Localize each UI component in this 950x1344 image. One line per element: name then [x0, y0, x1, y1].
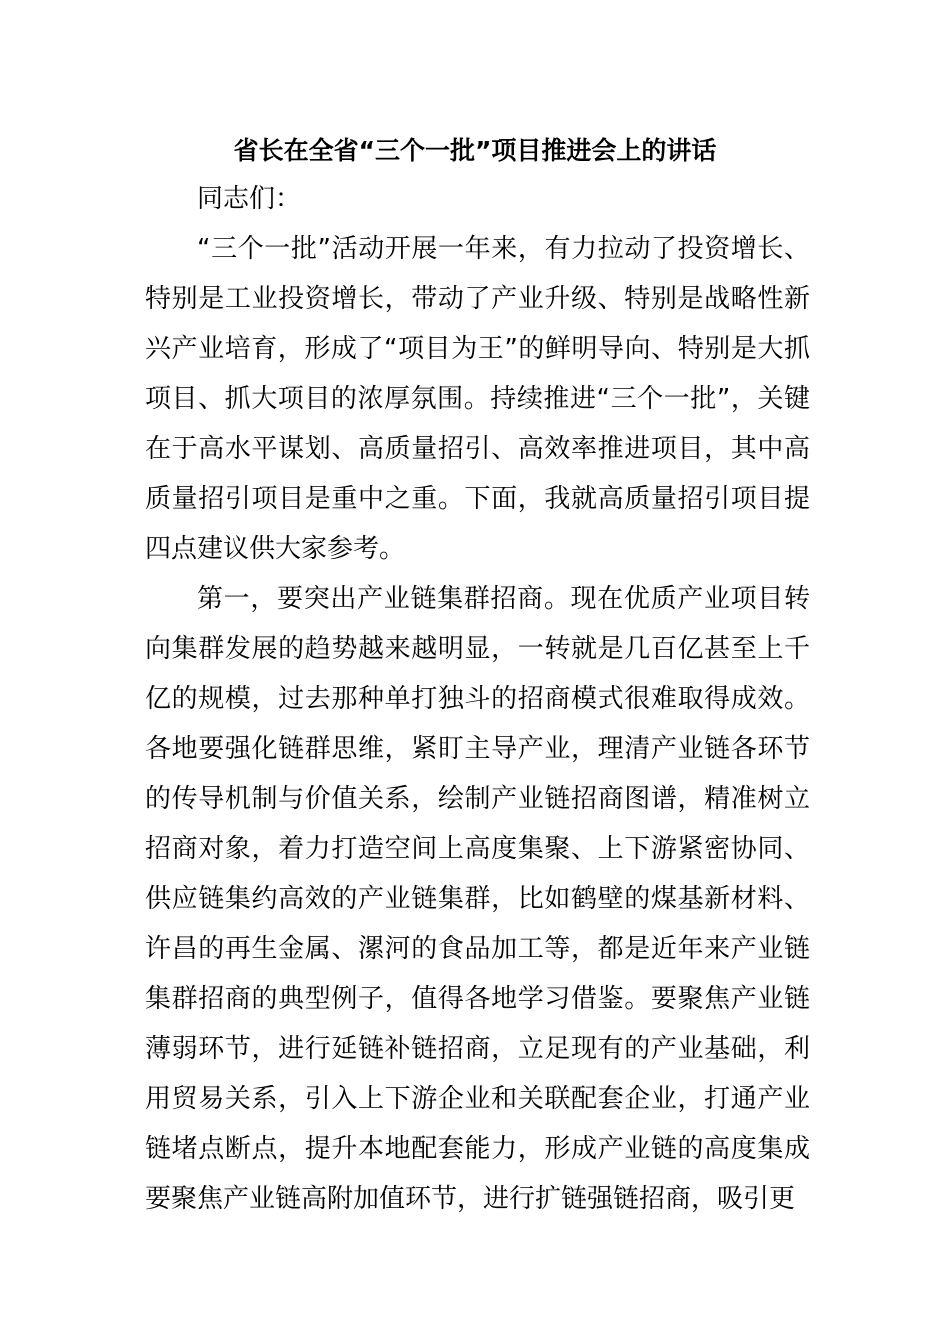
paragraph-first-point: 第一，要突出产业链集群招商。现在优质产业项目转向集群发展的趋势越来越明显，一转就是几百亿甚至上千亿的规模，过去那种单打独斗的招商模式很难取得成效。各地要强化链群思维，紧盯主导产业，理清产业链各环节的传导机制与价值关系，绘制产业链招商图谱，精准树立招商对象，着力打造空间上高度集聚、上下游紧密协同、供应链集约高效的产业链集群，比如鹤壁的煤基新材料、许昌的再生金属、漯河的食品加工等，都是近年来产业链集群招商的典型例子，值得各地学习借鉴。要聚焦产业链薄弱环节，进行延链补链招商，立足现有的产业基础，利用贸易关系，引入上下游企业和关联配套企业，打通产业链堵点断点，提升本地配套能力，形成产业链的高度集成要聚焦产业链高附加值环节，进行扩链强链招商，吸引更	[145, 584, 810, 1214]
document-title: 省长在全省“三个一批”项目推进会上的讲话	[233, 136, 717, 165]
paragraph-intro: “三个一批”活动开展一年来，有力拉动了投资增长、特别是工业投资增长，带动了产业升级、特别是战略性新兴产业培育，形成了“项目为王”的鲜明导向、特别是大抓项目、抓大项目的浓厚氛围。持续推进“三个一批”，关键在于高水平谋划、高质量招引、高效率推进项目，其中高质量招引项目是重中之重。下面，我就高质量招引项目提四点建议供大家参考。	[145, 234, 810, 564]
document-body	[145, 174, 810, 1224]
salutation: 同志们：	[197, 184, 302, 214]
